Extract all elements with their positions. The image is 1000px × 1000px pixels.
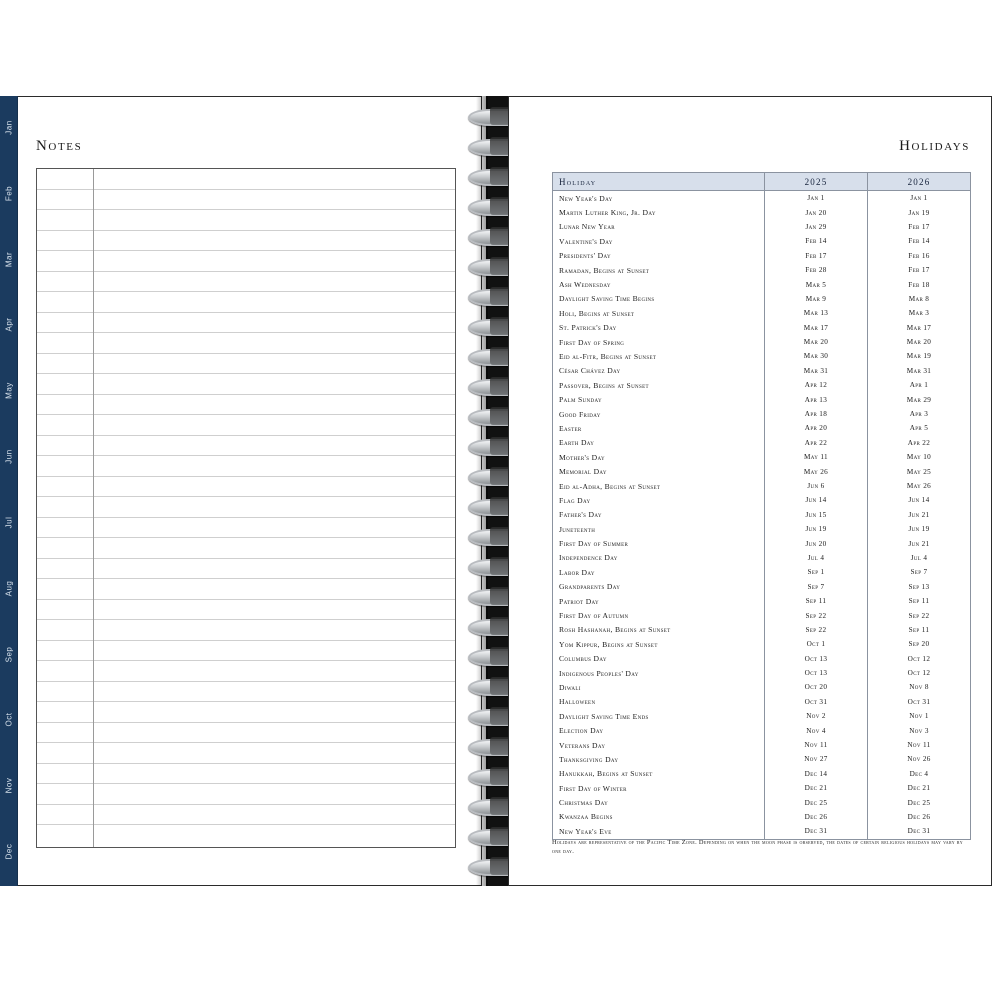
holiday-name: Columbus Day [553, 652, 765, 666]
note-line[interactable] [37, 538, 455, 559]
holiday-date-2026: Apr 3 [868, 407, 971, 421]
holiday-name: First Day of Summer [553, 536, 765, 550]
note-line[interactable] [37, 723, 455, 744]
table-row [553, 565, 971, 579]
holiday-name: Ramadan, Begins at Sunset [553, 263, 765, 277]
holiday-date-2026: Oct 12 [868, 652, 971, 666]
holiday-date-2026: Feb 17 [868, 220, 971, 234]
table-row [553, 421, 971, 435]
holiday-date-2026: Jun 19 [868, 522, 971, 536]
holiday-date-2026: Mar 19 [868, 349, 971, 363]
holiday-date-2025: Mar 13 [765, 306, 868, 320]
holiday-name: First Day of Autumn [553, 608, 765, 622]
holiday-date-2026: Sep 11 [868, 623, 971, 637]
holiday-date-2026: Apr 1 [868, 378, 971, 392]
note-line[interactable] [37, 272, 455, 293]
note-line[interactable] [37, 682, 455, 703]
table-row [553, 407, 971, 421]
column-header-holiday: Holiday [553, 173, 765, 191]
table-row [553, 652, 971, 666]
holiday-date-2026: Dec 21 [868, 781, 971, 795]
holiday-name: Memorial Day [553, 464, 765, 478]
holiday-name: César Chávez Day [553, 364, 765, 378]
note-line[interactable] [37, 415, 455, 436]
holiday-name: Easter [553, 421, 765, 435]
note-line[interactable] [37, 579, 455, 600]
holiday-date-2026: Dec 26 [868, 810, 971, 824]
holiday-name: Presidents' Day [553, 249, 765, 263]
holiday-date-2025: Feb 28 [765, 263, 868, 277]
month-tab-jul[interactable]: Jul [4, 516, 14, 529]
holiday-date-2025: Dec 21 [765, 781, 868, 795]
note-line[interactable] [37, 231, 455, 252]
holiday-date-2025: Oct 20 [765, 680, 868, 694]
holiday-date-2026: May 26 [868, 479, 971, 493]
holiday-date-2025: Oct 1 [765, 637, 868, 651]
holiday-date-2026: Sep 11 [868, 594, 971, 608]
holiday-name: Flag Day [553, 493, 765, 507]
holiday-name: Rosh Hashanah, Begins at Sunset [553, 623, 765, 637]
note-line[interactable] [37, 456, 455, 477]
holiday-date-2026: Dec 25 [868, 795, 971, 809]
holidays-table [552, 172, 971, 840]
holiday-date-2026: Jan 19 [868, 205, 971, 219]
holiday-date-2025: Sep 22 [765, 608, 868, 622]
holiday-date-2025: Nov 2 [765, 709, 868, 723]
holiday-date-2026: Mar 20 [868, 335, 971, 349]
holiday-date-2025: Jun 20 [765, 536, 868, 550]
notes-margin-rule [93, 169, 94, 847]
month-tab-strip[interactable] [0, 96, 18, 886]
holiday-date-2026: Feb 17 [868, 263, 971, 277]
holiday-date-2025: Jan 1 [765, 191, 868, 206]
note-line[interactable] [37, 559, 455, 580]
table-row [553, 580, 971, 594]
holiday-name: New Year's Eve [553, 824, 765, 839]
table-row [553, 637, 971, 651]
holiday-date-2025: Mar 20 [765, 335, 868, 349]
table-row [553, 234, 971, 248]
holiday-date-2025: Apr 22 [765, 436, 868, 450]
holiday-date-2026: Mar 17 [868, 321, 971, 335]
holiday-name: Lunar New Year [553, 220, 765, 234]
holiday-date-2025: Sep 11 [765, 594, 868, 608]
holiday-date-2025: Apr 12 [765, 378, 868, 392]
table-row [553, 608, 971, 622]
month-tab-aug[interactable]: Aug [4, 580, 14, 597]
holiday-date-2025: Feb 14 [765, 234, 868, 248]
holiday-date-2026: Nov 3 [868, 723, 971, 737]
note-line[interactable] [37, 702, 455, 723]
holiday-date-2026: Feb 14 [868, 234, 971, 248]
holiday-date-2025: Dec 14 [765, 767, 868, 781]
holiday-date-2026: Jun 21 [868, 536, 971, 550]
holiday-date-2025: Nov 4 [765, 723, 868, 737]
note-line[interactable] [37, 620, 455, 641]
holiday-date-2026: Sep 13 [868, 580, 971, 594]
holiday-name: Ash Wednesday [553, 277, 765, 291]
table-row [553, 220, 971, 234]
note-line[interactable] [37, 313, 455, 334]
note-line[interactable] [37, 395, 455, 416]
holiday-date-2026: Jul 4 [868, 551, 971, 565]
holiday-date-2026: Jun 14 [868, 493, 971, 507]
holiday-name: Daylight Saving Time Ends [553, 709, 765, 723]
table-row [553, 508, 971, 522]
holiday-date-2026: Mar 8 [868, 292, 971, 306]
holiday-date-2025: Feb 17 [765, 249, 868, 263]
holiday-name: Eid al-Adha, Begins at Sunset [553, 479, 765, 493]
holidays-footnote: Holidays are representative of the Pacific Time Zone. Depending on when the moon phase is observed, the dates of certain religious holidays may vary by one day. [552, 839, 963, 855]
table-row [553, 321, 971, 335]
holiday-date-2025: Jan 20 [765, 205, 868, 219]
holiday-date-2025: Mar 31 [765, 364, 868, 378]
holiday-name: Yom Kippur, Begins at Sunset [553, 637, 765, 651]
table-row [553, 810, 971, 824]
holiday-date-2025: Sep 1 [765, 565, 868, 579]
table-row [553, 738, 971, 752]
table-row [553, 205, 971, 219]
holiday-name: Election Day [553, 723, 765, 737]
holidays-table-body [553, 191, 971, 840]
note-line[interactable] [37, 354, 455, 375]
holiday-date-2025: Dec 31 [765, 824, 868, 839]
holiday-date-2025: Mar 5 [765, 277, 868, 291]
holiday-date-2026: Mar 3 [868, 306, 971, 320]
table-row [553, 450, 971, 464]
holiday-name: Labor Day [553, 565, 765, 579]
month-tab-mar[interactable]: Mar [4, 251, 14, 267]
table-row [553, 392, 971, 406]
holiday-name: Martin Luther King, Jr. Day [553, 205, 765, 219]
month-tab-jun[interactable]: Jun [4, 449, 14, 464]
table-row [553, 723, 971, 737]
holiday-date-2026: Nov 1 [868, 709, 971, 723]
holiday-name: Passover, Begins at Sunset [553, 378, 765, 392]
table-row [553, 263, 971, 277]
holiday-name: First Day of Winter [553, 781, 765, 795]
note-line[interactable] [37, 210, 455, 231]
holiday-date-2025: Sep 22 [765, 623, 868, 637]
holiday-date-2025: Mar 17 [765, 321, 868, 335]
holiday-name: Kwanzaa Begins [553, 810, 765, 824]
month-tab-may[interactable]: May [4, 382, 14, 400]
notes-lined-area[interactable] [36, 168, 456, 848]
holiday-date-2026: Oct 31 [868, 695, 971, 709]
table-row [553, 695, 971, 709]
note-line[interactable] [37, 497, 455, 518]
holiday-date-2025: Apr 13 [765, 392, 868, 406]
note-line[interactable] [37, 743, 455, 764]
note-line[interactable] [37, 518, 455, 539]
holiday-name: Juneteenth [553, 522, 765, 536]
holiday-name: Valentine's Day [553, 234, 765, 248]
note-line[interactable] [37, 169, 455, 190]
holiday-date-2026: Jan 1 [868, 191, 971, 206]
month-tab-dec[interactable]: Dec [4, 843, 14, 860]
holiday-date-2026: Mar 31 [868, 364, 971, 378]
table-row [553, 378, 971, 392]
table-row [553, 436, 971, 450]
holiday-name: Thanksgiving Day [553, 752, 765, 766]
table-row [553, 277, 971, 291]
holiday-name: Daylight Saving Time Begins [553, 292, 765, 306]
note-line[interactable] [37, 190, 455, 211]
holiday-date-2025: Sep 7 [765, 580, 868, 594]
note-line[interactable] [37, 784, 455, 805]
table-row [553, 767, 971, 781]
month-tab-oct[interactable]: Oct [4, 712, 14, 727]
holiday-name: Diwali [553, 680, 765, 694]
holiday-name: Father's Day [553, 508, 765, 522]
holiday-date-2026: Jun 21 [868, 508, 971, 522]
page-title-notes: Notes [36, 138, 83, 154]
table-row [553, 522, 971, 536]
table-header-row [553, 173, 971, 191]
holiday-date-2025: May 11 [765, 450, 868, 464]
holiday-date-2026: Dec 4 [868, 767, 971, 781]
month-tab-nov[interactable]: Nov [4, 777, 14, 794]
table-row [553, 680, 971, 694]
note-line[interactable] [37, 477, 455, 498]
holiday-date-2026: Nov 26 [868, 752, 971, 766]
table-row [553, 292, 971, 306]
holiday-name: New Year's Day [553, 191, 765, 206]
holiday-name: First Day of Spring [553, 335, 765, 349]
holiday-date-2026: Feb 18 [868, 277, 971, 291]
holiday-date-2026: Mar 29 [868, 392, 971, 406]
table-row [553, 464, 971, 478]
table-row [553, 335, 971, 349]
holiday-name: Grandparents Day [553, 580, 765, 594]
table-row [553, 752, 971, 766]
note-line[interactable] [37, 292, 455, 313]
table-row [553, 551, 971, 565]
note-line[interactable] [37, 805, 455, 826]
table-row [553, 249, 971, 263]
table-row [553, 623, 971, 637]
note-line[interactable] [37, 600, 455, 621]
holiday-date-2025: Mar 30 [765, 349, 868, 363]
month-tab-apr[interactable]: Apr [4, 317, 14, 332]
table-row [553, 191, 971, 206]
holiday-date-2026: Sep 7 [868, 565, 971, 579]
note-line[interactable] [37, 436, 455, 457]
table-row [553, 594, 971, 608]
holiday-date-2025: Oct 13 [765, 666, 868, 680]
note-line[interactable] [37, 764, 455, 785]
holiday-name: Palm Sunday [553, 392, 765, 406]
holiday-name: Hanukkah, Begins at Sunset [553, 767, 765, 781]
holiday-name: Earth Day [553, 436, 765, 450]
holiday-name: Eid al-Fitr, Begins at Sunset [553, 349, 765, 363]
holiday-date-2026: Dec 31 [868, 824, 971, 839]
holiday-date-2025: Jun 15 [765, 508, 868, 522]
note-line[interactable] [37, 333, 455, 354]
holiday-date-2025: Jun 6 [765, 479, 868, 493]
holiday-date-2026: Oct 12 [868, 666, 971, 680]
note-line[interactable] [37, 661, 455, 682]
holiday-name: Patriot Day [553, 594, 765, 608]
holiday-date-2026: Feb 16 [868, 249, 971, 263]
column-header-2026: 2026 [868, 173, 971, 191]
holiday-date-2026: Apr 22 [868, 436, 971, 450]
note-line[interactable] [37, 825, 455, 846]
holiday-date-2026: Nov 11 [868, 738, 971, 752]
holiday-date-2025: Dec 26 [765, 810, 868, 824]
holiday-name: Indigenous Peoples' Day [553, 666, 765, 680]
table-row [553, 479, 971, 493]
holiday-name: Holi, Begins at Sunset [553, 306, 765, 320]
table-row [553, 709, 971, 723]
month-tab-jan[interactable]: Jan [4, 120, 14, 135]
holiday-name: Veterans Day [553, 738, 765, 752]
holiday-date-2026: Sep 20 [868, 637, 971, 651]
table-row [553, 824, 971, 839]
table-row [553, 795, 971, 809]
table-row [553, 781, 971, 795]
holiday-date-2026: Nov 8 [868, 680, 971, 694]
page-title-holidays: Holidays [899, 138, 970, 154]
note-line[interactable] [37, 374, 455, 395]
holiday-date-2025: Oct 13 [765, 652, 868, 666]
holiday-name: Good Friday [553, 407, 765, 421]
holiday-date-2025: Mar 9 [765, 292, 868, 306]
column-header-2025: 2025 [765, 173, 868, 191]
holiday-date-2025: Jun 19 [765, 522, 868, 536]
table-row [553, 666, 971, 680]
holiday-date-2025: Nov 27 [765, 752, 868, 766]
holiday-name: Christmas Day [553, 795, 765, 809]
holiday-date-2025: May 26 [765, 464, 868, 478]
holiday-date-2026: Apr 5 [868, 421, 971, 435]
holiday-date-2026: May 25 [868, 464, 971, 478]
holiday-date-2025: Jul 4 [765, 551, 868, 565]
holiday-date-2025: Jun 14 [765, 493, 868, 507]
holiday-date-2025: Nov 11 [765, 738, 868, 752]
holiday-date-2025: Apr 18 [765, 407, 868, 421]
holiday-date-2025: Dec 25 [765, 795, 868, 809]
holiday-name: Independence Day [553, 551, 765, 565]
month-tab-feb[interactable]: Feb [4, 185, 14, 201]
note-line[interactable] [37, 251, 455, 272]
table-row [553, 306, 971, 320]
holiday-date-2026: May 10 [868, 450, 971, 464]
table-row [553, 493, 971, 507]
holiday-name: St. Patrick's Day [553, 321, 765, 335]
month-tab-sep[interactable]: Sep [4, 646, 14, 662]
note-line[interactable] [37, 641, 455, 662]
table-row [553, 364, 971, 378]
holiday-date-2026: Sep 22 [868, 608, 971, 622]
holiday-date-2025: Oct 31 [765, 695, 868, 709]
holiday-name: Halloween [553, 695, 765, 709]
holiday-date-2025: Apr 20 [765, 421, 868, 435]
table-row [553, 536, 971, 550]
holiday-date-2025: Jan 29 [765, 220, 868, 234]
holiday-name: Mother's Day [553, 450, 765, 464]
table-row [553, 349, 971, 363]
